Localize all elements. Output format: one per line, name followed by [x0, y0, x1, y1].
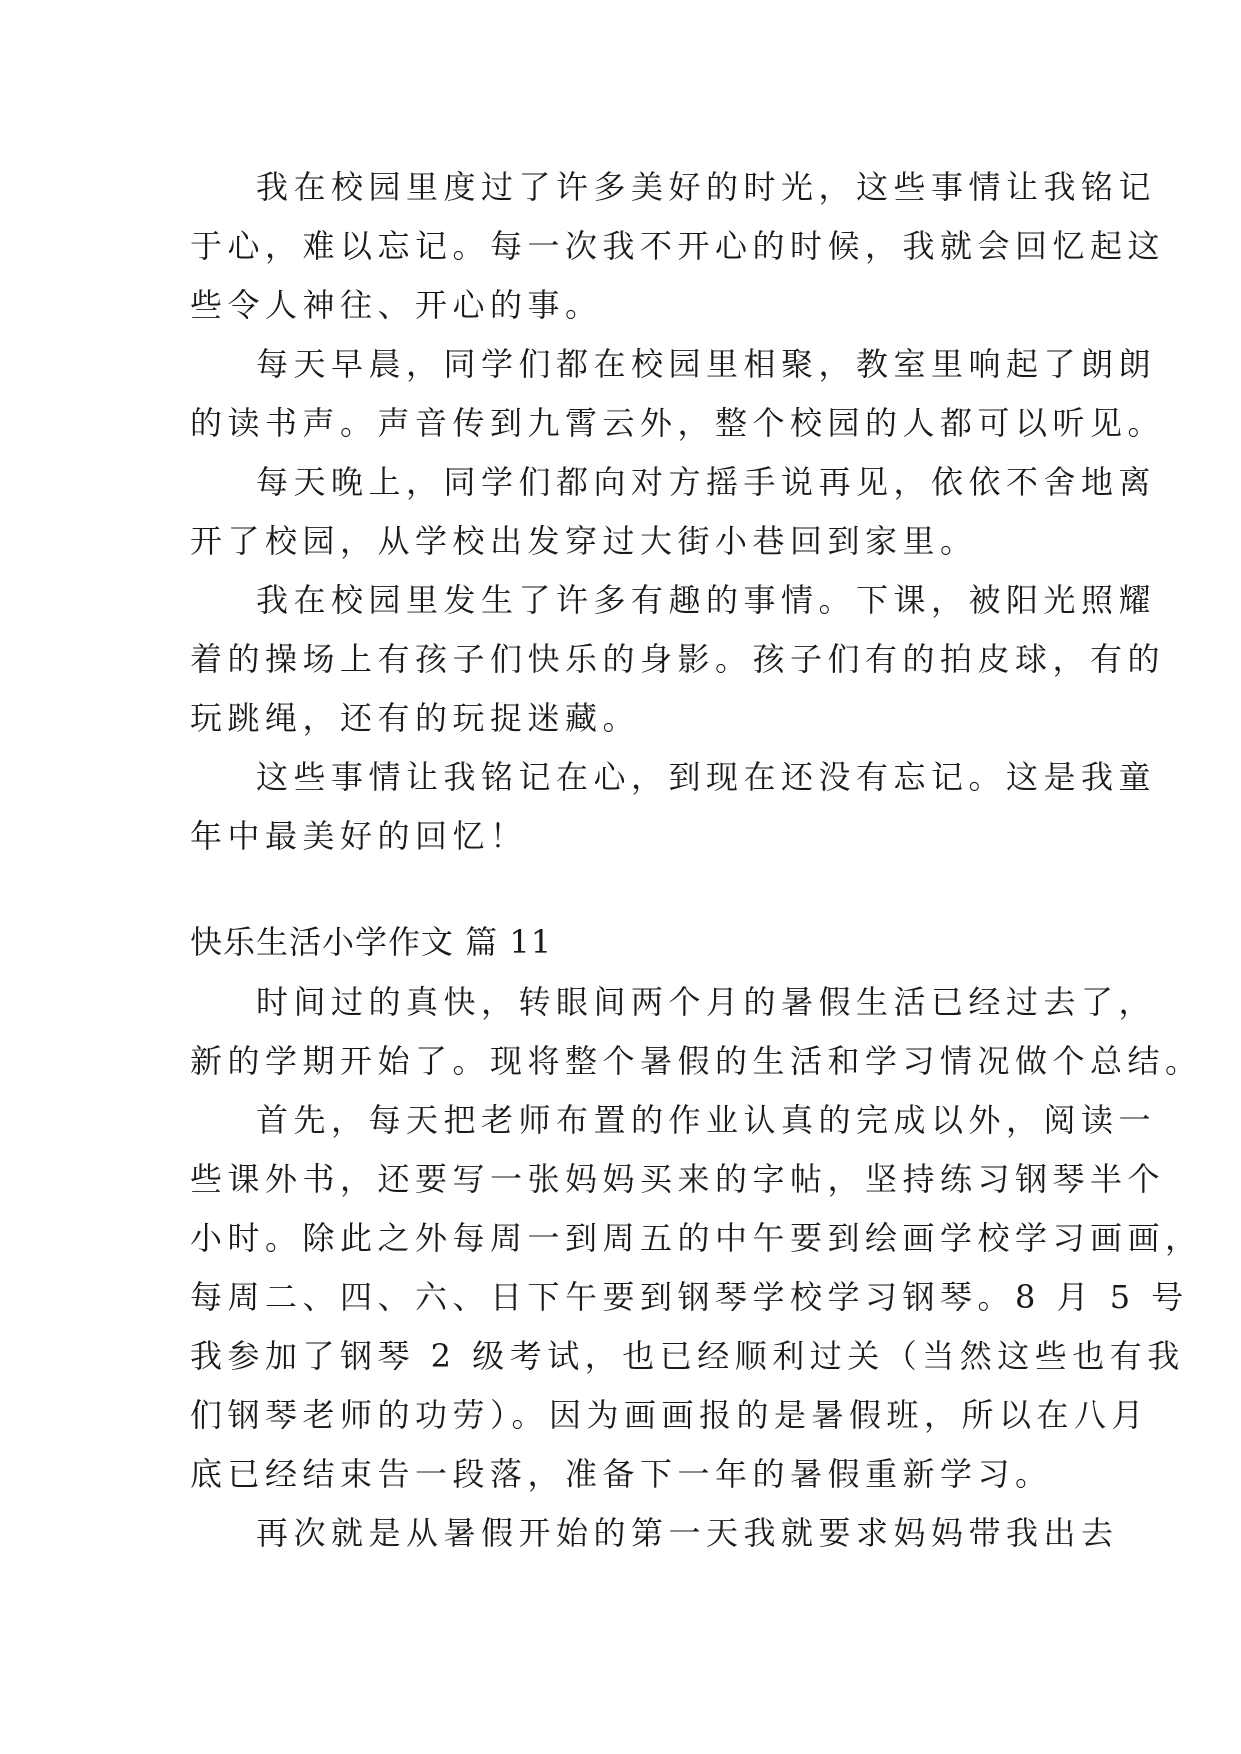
text-line: 的读书声。声音传到九霄云外，整个校园的人都可以听见。 [190, 404, 1166, 442]
text-line: 每天晚上，同学们都向对方摇手说再见，依依不舍地离 [256, 463, 1157, 501]
text-line: 开了校园，从学校出发穿过大街小巷回到家里。 [190, 522, 978, 560]
text-line: 时间过的真快，转眼间两个月的暑假生活已经过去了， [256, 983, 1157, 1021]
text-line: 些令人神往、开心的事。 [190, 286, 603, 324]
text-line: 玩跳绳，还有的玩捉迷藏。 [190, 699, 641, 737]
text-line: 年中最美好的回忆！ [190, 817, 528, 855]
section-heading: 快乐生活小学作文 篇 11 [190, 923, 553, 961]
text-line: 这些事情让我铭记在心，到现在还没有忘记。这是我童 [256, 758, 1157, 796]
text-line: 我在校园里发生了许多有趣的事情。下课，被阳光照耀 [256, 581, 1157, 619]
text-line: 些课外书，还要写一张妈妈买来的字帖，坚持练习钢琴半个 [190, 1160, 1166, 1198]
text-line: 小时。除此之外每周一到周五的中午要到绘画学校学习画画， [190, 1219, 1203, 1257]
text-line: 再次就是从暑假开始的第一天我就要求妈妈带我出去 [256, 1514, 1119, 1552]
text-line: 新的学期开始了。现将整个暑假的生活和学习情况做个总结。 [190, 1042, 1203, 1080]
text-line: 我在校园里度过了许多美好的时光，这些事情让我铭记 [256, 168, 1157, 206]
text-line: 底已经结束告一段落，准备下一年的暑假重新学习。 [190, 1455, 1053, 1493]
text-line: 首先，每天把老师布置的作业认真的完成以外，阅读一 [256, 1101, 1157, 1139]
text-line: 每天早晨，同学们都在校园里相聚，教室里响起了朗朗 [256, 345, 1157, 383]
text-line: 着的操场上有孩子们快乐的身影。孩子们有的拍皮球，有的 [190, 640, 1166, 678]
text-line: 们钢琴老师的功劳）。因为画画报的是暑假班，所以在八月 [190, 1396, 1150, 1434]
text-line: 每周二、四、六、日下午要到钢琴学校学习钢琴。8 月 5 号 [190, 1278, 1189, 1316]
text-line: 我参加了钢琴 2 级考试，也已经顺利过关（当然这些也有我 [190, 1337, 1185, 1375]
text-line: 于心，难以忘记。每一次我不开心的时候，我就会回忆起这 [190, 227, 1166, 265]
